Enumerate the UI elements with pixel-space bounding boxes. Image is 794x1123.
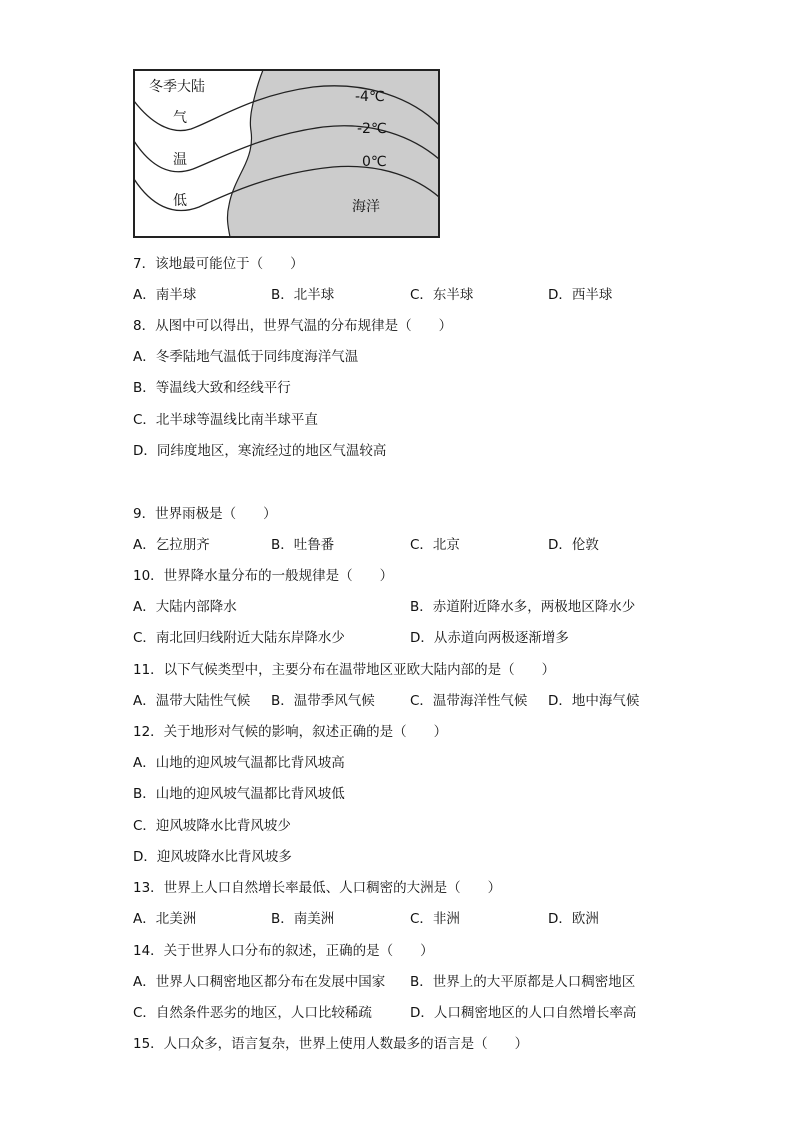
question-12-option-c[interactable]: C．迎风坡降水比背风坡少 xyxy=(133,818,291,834)
question-13-option-a[interactable]: A．北美洲 xyxy=(133,911,197,927)
land-label-2: 气 xyxy=(173,110,187,126)
isotherm-label-2: -2℃ xyxy=(357,121,387,137)
question-14-option-a[interactable]: A．世界人口稠密地区都分布在发展中国家 xyxy=(133,974,386,990)
question-9-option-d[interactable]: D．伦敦 xyxy=(548,537,599,553)
land-label-3: 温 xyxy=(173,152,187,168)
question-9-option-a[interactable]: A．乞拉朋齐 xyxy=(133,537,210,553)
question-12-option-a[interactable]: A．山地的迎风坡气温都比背风坡高 xyxy=(133,755,345,771)
question-8-option-b[interactable]: B．等温线大致和经线平行 xyxy=(133,380,291,396)
question-14-option-d[interactable]: D．人口稠密地区的人口自然增长率高 xyxy=(410,1005,637,1021)
question-7-option-a[interactable]: A．南半球 xyxy=(133,287,197,303)
question-10-stem: 10．世界降水量分布的一般规律是（ ） xyxy=(133,568,394,584)
question-9-stem: 9．世界雨极是（ ） xyxy=(133,506,277,522)
question-13-option-d[interactable]: D．欧洲 xyxy=(548,911,599,927)
question-14-option-b[interactable]: B．世界上的大平原都是人口稠密地区 xyxy=(410,974,636,990)
question-10-option-d[interactable]: D．从赤道向两极逐渐增多 xyxy=(410,630,569,646)
ocean-label: 海洋 xyxy=(352,199,380,215)
question-11-option-a[interactable]: A．温带大陆性气候 xyxy=(133,693,251,709)
question-13-stem: 13．世界上人口自然增长率最低、人口稠密的大洲是（ ） xyxy=(133,880,502,896)
land-label-4: 低 xyxy=(173,193,187,209)
question-11-option-c[interactable]: C．温带海洋性气候 xyxy=(410,693,528,709)
question-10-option-b[interactable]: B．赤道附近降水多，两极地区降水少 xyxy=(410,599,636,615)
question-13-option-c[interactable]: C．非洲 xyxy=(410,911,460,927)
isotherm-label-1: -4℃ xyxy=(355,89,385,105)
question-14-option-c[interactable]: C．自然条件恶劣的地区，人口比较稀疏 xyxy=(133,1005,372,1021)
question-11-option-d[interactable]: D．地中海气候 xyxy=(548,693,640,709)
question-10-option-c[interactable]: C．南北回归线附近大陆东岸降水少 xyxy=(133,630,345,646)
question-8-stem: 8．从图中可以得出，世界气温的分布规律是（ ） xyxy=(133,318,453,334)
question-7-option-c[interactable]: C．东半球 xyxy=(410,287,474,303)
question-8-option-c[interactable]: C．北半球等温线比南半球平直 xyxy=(133,412,318,428)
question-8-option-d[interactable]: D．同纬度地区，寒流经过的地区气温较高 xyxy=(133,443,387,459)
question-11-option-b[interactable]: B．温带季风气候 xyxy=(271,693,375,709)
question-7-stem: 7．该地最可能位于（ ） xyxy=(133,256,304,272)
question-12-stem: 12．关于地形对气候的影响，叙述正确的是（ ） xyxy=(133,724,448,740)
land-label-1: 冬季大陆 xyxy=(149,79,205,95)
question-12-option-b[interactable]: B．山地的迎风坡气温都比背风坡低 xyxy=(133,786,345,802)
question-9-option-c[interactable]: C．北京 xyxy=(410,537,460,553)
question-7-option-d[interactable]: D．西半球 xyxy=(548,287,613,303)
question-7-option-b[interactable]: B．北半球 xyxy=(271,287,335,303)
isotherm-figure xyxy=(133,69,440,238)
question-15-stem: 15．人口众多，语言复杂，世界上使用人数最多的语言是（ ） xyxy=(133,1036,529,1052)
question-14-stem: 14．关于世界人口分布的叙述，正确的是（ ） xyxy=(133,943,434,959)
question-13-option-b[interactable]: B．南美洲 xyxy=(271,911,335,927)
ocean-region xyxy=(227,70,439,237)
question-8-option-a[interactable]: A．冬季陆地气温低于同纬度海洋气温 xyxy=(133,349,359,365)
question-12-option-d[interactable]: D．迎风坡降水比背风坡多 xyxy=(133,849,292,865)
question-10-option-a[interactable]: A．大陆内部降水 xyxy=(133,599,237,615)
question-9-option-b[interactable]: B．吐鲁番 xyxy=(271,537,335,553)
question-11-stem: 11．以下气候类型中，主要分布在温带地区亚欧大陆内部的是（ ） xyxy=(133,662,556,678)
isotherm-label-3: 0℃ xyxy=(362,154,387,170)
